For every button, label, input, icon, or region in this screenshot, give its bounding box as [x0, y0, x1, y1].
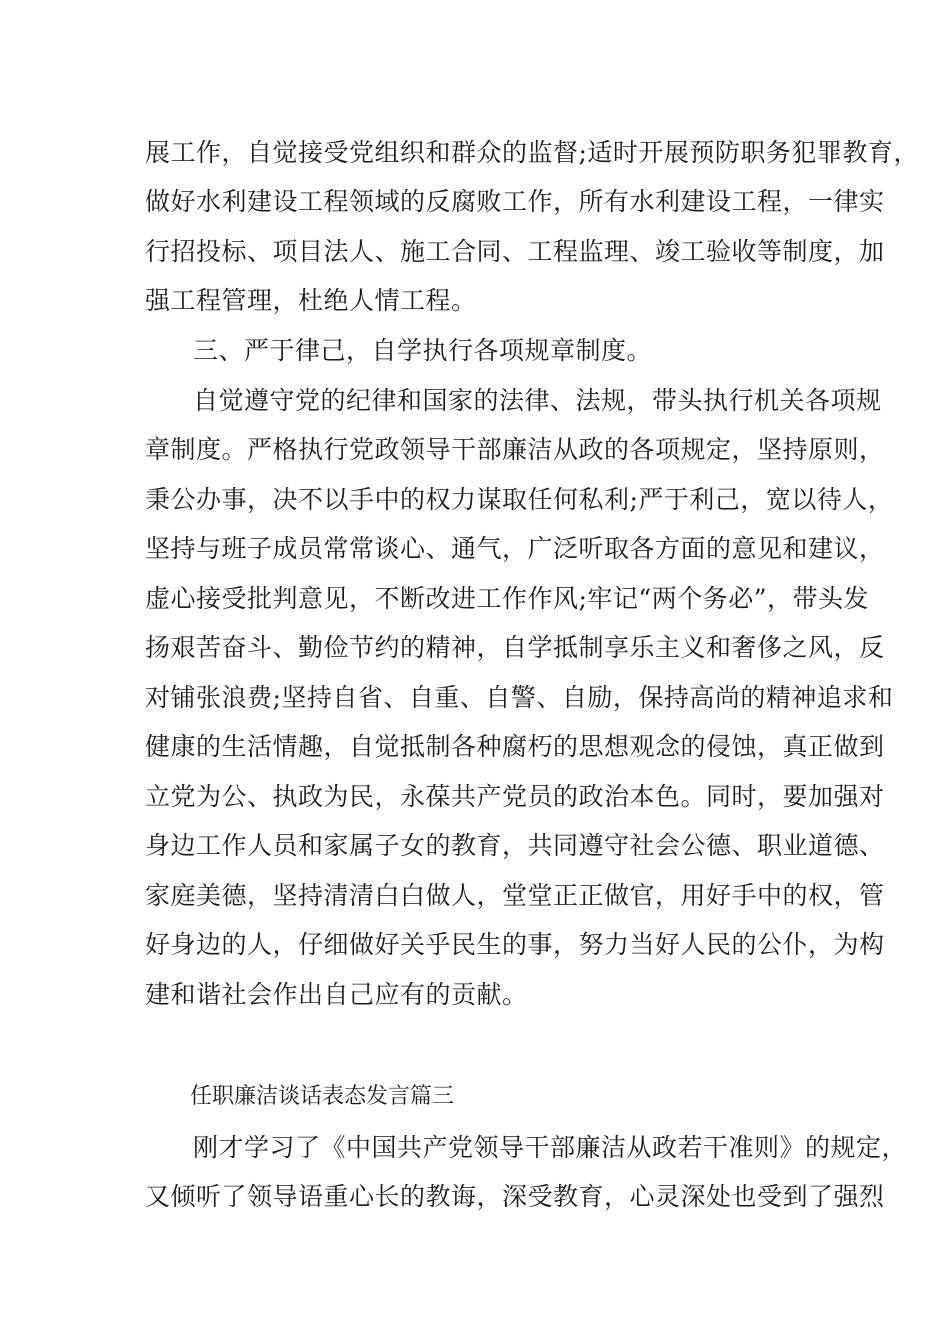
paragraph-2-line-13: 建和谐社会作出自己应有的贡献。 — [145, 980, 528, 1009]
paragraph-2-line-5: 虚心接受批判意见，不断改进工作作风;牢记“两个务必”，带头发 — [145, 584, 869, 613]
paragraph-1-line-1: 展工作，自觉接受党组织和群众的监督;适时开展预防职务犯罪教育， — [145, 138, 919, 167]
paragraph-2-line-3: 秉公办事，决不以手中的权力谋取任何私利;严于利己，宽以待人， — [145, 485, 894, 514]
paragraph-2-line-11: 家庭美德，坚持清清白白做人，堂堂正正做官，用好手中的权，管 — [145, 881, 885, 910]
paragraph-1-line-3: 行招投标、项目法人、施工合同、工程监理、竣工验收等制度，加 — [145, 237, 885, 266]
paragraph-1-line-4: 强工程管理，杜绝人情工程。 — [145, 286, 477, 315]
paragraph-2-line-1: 自觉遵守党的纪律和国家的法律、法规，带头执行机关各项规 — [193, 386, 882, 415]
paragraph-1-line-2: 做好水利建设工程领域的反腐败工作，所有水利建设工程，一律实 — [145, 187, 885, 216]
paragraph-3-line-2: 又倾听了领导语重心长的教诲，深受教育，心灵深处也受到了强烈 — [145, 1182, 885, 1211]
paragraph-2-line-4: 坚持与班子成员常常谈心、通气，广泛听取各方面的意见和建议， — [145, 534, 885, 563]
paragraph-2-line-6: 扬艰苦奋斗、勤俭节约的精神，自学抵制享乐主义和奢侈之风，反 — [145, 633, 885, 662]
section-3-title: 三、严于律己，自学执行各项规章制度。 — [193, 336, 653, 365]
paragraph-2-line-2: 章制度。严格执行党政领导干部廉洁从政的各项规定，坚持原则， — [145, 435, 885, 464]
paragraph-3-line-1: 刚才学习了《中国共产党领导干部廉洁从政若干准则》的规定， — [193, 1133, 908, 1162]
paragraph-2-line-7: 对铺张浪费;坚持自省、自重、自警、自励，保持高尚的精神追求和 — [145, 683, 894, 712]
article-3-heading: 任职廉洁谈话表态发言篇三 — [190, 1084, 455, 1109]
paragraph-2-line-9: 立党为公、执政为民，永葆共产党员的政治本色。同时，要加强对 — [145, 782, 885, 811]
paragraph-2-line-8: 健康的生活情趣，自觉抵制各种腐朽的思想观念的侵蚀，真正做到 — [145, 732, 885, 761]
paragraph-2-line-10: 身边工作人员和家属子女的教育，共同遵守社会公德、职业道德、 — [145, 831, 885, 860]
paragraph-2-line-12: 好身边的人，仔细做好关乎民生的事，努力当好人民的公仆，为构 — [145, 930, 885, 959]
